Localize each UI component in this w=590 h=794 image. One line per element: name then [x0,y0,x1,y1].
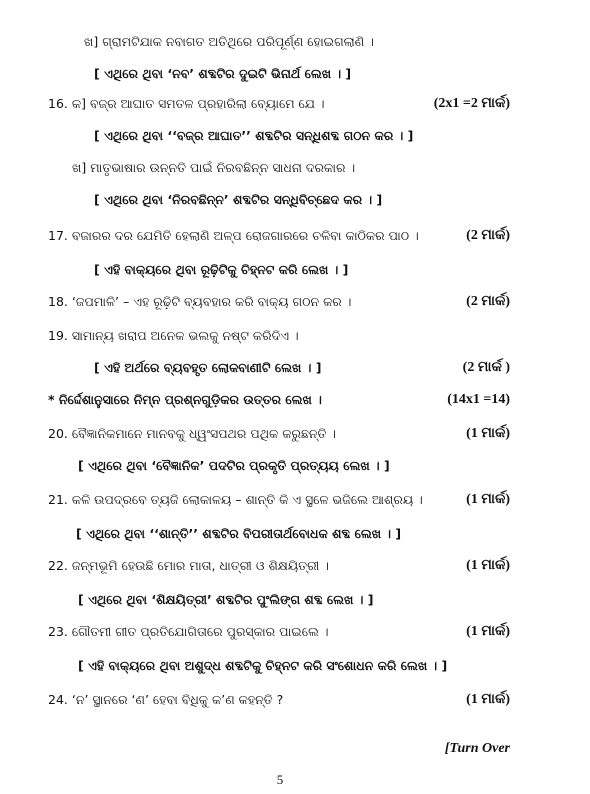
question-line [0,62,590,86]
marks-label: (1 ମାର୍କ) [466,492,510,507]
marks-label: (14x1 =14) [447,392,510,407]
question-line [0,522,590,546]
question-text: 16. କ] ବଜ୍ର ଆଘାତ ସମତଳ ପ୍ରହାରିଲା ବ୍ୟୋମେ ଯେ । [48,96,325,111]
question-line [0,188,590,212]
question-text: 19. ସାମାନ୍ୟ ଖରାପ ଅନେକ ଭଲକୁ ନଷ୍ଟ କରିଦିଏ । [48,328,299,343]
instruction-text: [ ଏଥିରେ ଥିବା ‘ନବ’ ଶବ୍ଦଟିର ଦୁଇଟି ଭିନାର୍ଥ ଲେଖ । ] [94,66,352,81]
instruction-text: [ ଏଥିରେ ଥିବା ‘ନିରବଛିନ୍ନ’ ଶବ୍ଦଟିର ସନ୍ଧିବିଚ୍ଛେଦ କର । ] [94,192,383,207]
instruction-text: [ ଏଥିରେ ଥିବା ‘ବୈଜ୍ଞାନିକ’ ପଦଟିର ପ୍ରକୃତି ପ୍ରତ୍ୟୟ ଲେଖ । ] [78,458,390,473]
question-text: 24. ‘ନ’ ସ୍ଥାନରେ ‘ଣ’ ହେବା ବିଧିକୁ କ’ଣ କହନ୍ତି ? [48,692,284,707]
marks-label: (1 ମାର୍କ) [466,692,510,707]
question-line [0,224,590,248]
question-text: 20. ବୈଜ୍ଞାନିକମାନେ ମାନବକୁ ଧ୍ୱଂସପଥର ପଥିକ କରୁଛନ୍ତି । [48,426,337,441]
instruction-text: [ ଏହି ଅର୍ଥରେ ବ୍ୟବହୃତ ଲୋକବାଣୀଟି ଲେଖ । ] [94,360,322,375]
question-line [0,554,590,578]
question-line [0,654,590,678]
question-line [0,324,590,348]
marks-label: (2 ମାର୍କ) [466,228,510,243]
question-line [0,258,590,282]
question-text: ଖ] ଗ୍ରାମଟିଯାକ ନବାଗତ ଅତିଥିରେ ପରିପୂର୍ଣ୍ଣ ହୋଇଗଲାଣି । [84,34,374,49]
marks-label: (1 ମାର୍କ) [466,426,510,441]
question-text: 18. ‘ଜପମାଳି’ – ଏହ ରୂଢ଼ିଟି ବ୍ୟବହାର କରି ବାକ୍ୟ ଗଠନ କର । [48,294,352,309]
question-line [0,356,590,380]
page-number: 5 [276,772,284,787]
question-line [0,30,590,54]
instruction-text: [ ଏଥିରେ ଥିବା ‘ଶିକ୍ଷୟିତ୍ରୀ’ ଶବ୍ଦଟିର ପୁଂଲିଙ୍ଗ ଶବ୍ଦ ଲେଖ । ] [78,592,374,607]
question-line [0,488,590,512]
marks-label: (2x1 =2 ମାର୍କ) [433,96,510,111]
marks-label: (2 ମାର୍କ ) [462,360,510,375]
turn-over-note: [Turn Over [444,741,510,756]
question-line [0,422,590,446]
question-text: 22. ଜନ୍ମଭୂମି ହେଉଛି ମୋର ମାତା, ଧାତ୍ରୀ ଓ ଶିକ୍ଷୟିତ୍ରୀ । [48,558,329,573]
marks-label: (1 ମାର୍କ) [466,624,510,639]
question-line [0,688,590,712]
instruction-text: * ନିର୍ଦ୍ଦେଶାନୁସାରେ ନିମ୍ନ ପ୍ରଶ୍ନଗୁଡ଼ିକର ଉତ୍ତର ଲେଖ । [48,392,322,407]
question-line [0,588,590,612]
question-text: 21. କଳି ଉପଦ୍ରବେ ତ୍ୟଜି ଲୋକାଳୟ – ଶାନ୍ତି କି ଏ ସ୍ଥଳେ ଭଜିଲେ ଆଶ୍ରୟ । [48,492,423,507]
instruction-text: [ ଏଥିରେ ଥିବା ‘‘ଶାନ୍ତି’’ ଶବ୍ଦଟିର ବିପରୀତାର୍ଥବୋଧକ ଶବ୍ଦ ଲେଖ । ] [76,526,402,541]
instruction-text: [ ଏଥିରେ ଥିବା ‘‘ବଜ୍ର ଆଘାତ’’ ଶବ୍ଦଟିର ସନ୍ଧିଶବ୍ଦ ଗଠନ କର । ] [94,128,414,143]
question-line [0,156,590,180]
question-text: ଖ] ମାତୃଭାଷାର ଉନ୍ନତି ପାଇଁ ନିରବଛିନ୍ନ ସାଧନା ଦରକାର । [72,160,356,175]
question-line [0,290,590,314]
marks-label: (1 ମାର୍କ) [466,558,510,573]
marks-label: (2 ମାର୍କ) [466,294,510,309]
instruction-text: [ ଏହି ବାକ୍ୟରେ ଥିବା ଅଶୁଦ୍ଧ ଶବ୍ଦଟିକୁ ଚିହ୍ନଟ କରି ସଂଶୋଧନ କରି ଲେଖ । ] [78,658,448,673]
question-line [0,620,590,644]
instruction-text: [ ଏହି ବାକ୍ୟରେ ଥିବା ରୂଢ଼ିଟିକୁ ଚିହ୍ନଟ କରି ଲେଖ । ] [94,262,349,277]
question-line [0,124,590,148]
question-text: 23. ଗୌତମୀ ଗୀତ ପ୍ରତିଯୋଗିତାରେ ପୁରସ୍କାର ପାଇଲେ । [48,624,329,639]
question-line [0,388,590,412]
question-line [0,454,590,478]
question-text: 17. ବଜାରର ଦର ଯେମିତି ହେଲାଣି ଅଳ୍ପ ରୋଜଗାରରେ ଚଳିବା କାଠିକର ପାଠ । [48,228,419,243]
question-line [0,92,590,116]
